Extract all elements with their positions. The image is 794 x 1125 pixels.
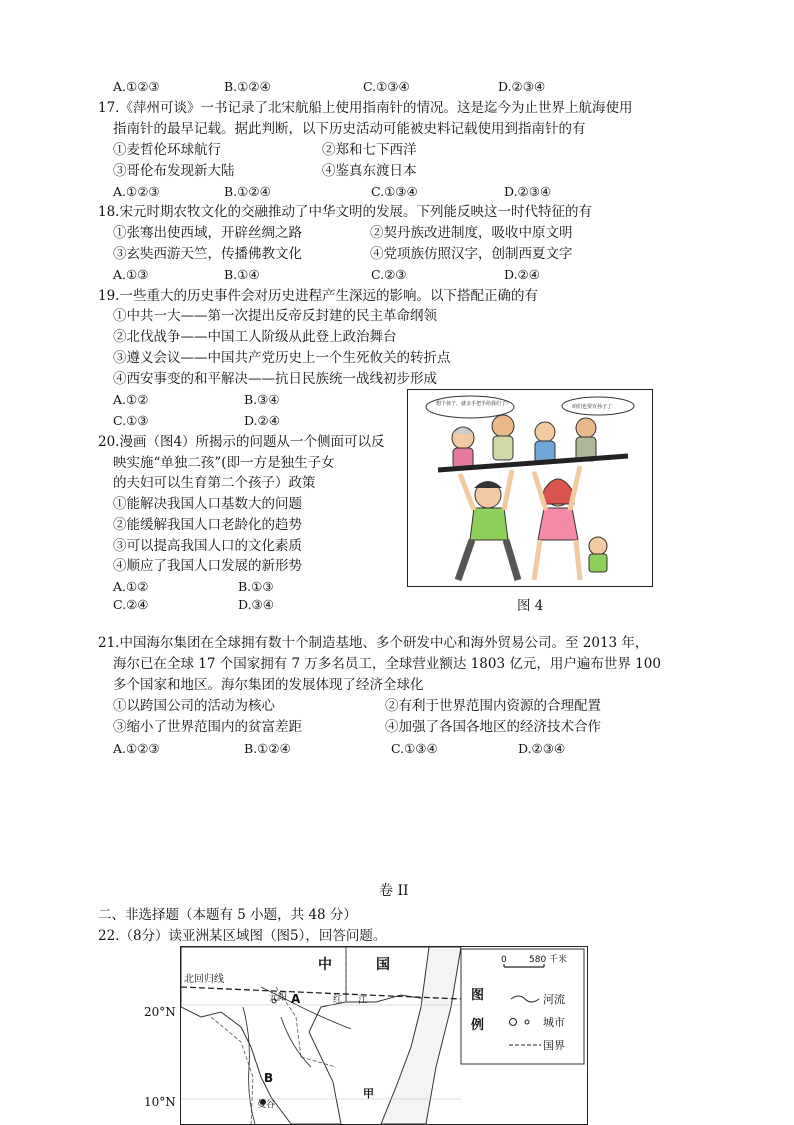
- scale-value: 580 千米: [529, 955, 568, 965]
- q18-option-c: C.②③: [371, 267, 407, 282]
- section-heading: 二、非选择题（本题有 5 小题，共 48 分）: [98, 907, 357, 923]
- q21-item-4: ④加强了各国各地区的经济技术合作: [385, 719, 601, 735]
- label-bangkok: 曼谷: [257, 1100, 276, 1110]
- legend-city-symbol-1: [510, 1019, 517, 1026]
- cartoon-drawing: [408, 390, 652, 586]
- legend-title-1: 图: [471, 988, 485, 1003]
- q18-option-b: B.①④: [224, 267, 260, 282]
- speech-bubble-left: [426, 396, 514, 418]
- label-point-jia: 甲: [363, 1087, 374, 1100]
- q21-item-3: ③缩小了世界范围内的贫富差距: [113, 719, 302, 735]
- q21-option-c: C.①③④: [391, 741, 438, 756]
- bubble-right-text: 咱们也要有孙子了: [572, 404, 613, 410]
- q21-option-a: A.①②③: [113, 741, 160, 756]
- q17-option-d: D.②③④: [504, 184, 552, 199]
- legend-city-symbol-2: [525, 1020, 529, 1024]
- q20-item-3: ③可以提高我国人口的文化素质: [113, 538, 302, 554]
- q20-stem-line3: 的夫妇可以生育第二个孩子）政策: [113, 475, 316, 491]
- legend-river-label: 河流: [543, 993, 565, 1006]
- q20-stem-line1: 20.漫画（图4）所揭示的问题从一个侧面可以反: [98, 434, 385, 450]
- label-china-1: 中: [318, 957, 332, 973]
- q17-option-a: A.①②③: [113, 184, 160, 199]
- legend-border-label: 国界: [543, 1039, 565, 1052]
- q17-item-1: ①麦哲伦环球航行: [113, 142, 221, 158]
- q17-item-3: ③哥伦布发现新大陆: [113, 163, 235, 179]
- q22-stem: 22.（8分）读亚洲某区域图（图5），回答问题。: [98, 928, 387, 944]
- q21-item-1: ①以跨国公司的活动为核心: [113, 698, 275, 714]
- q20-option-c: C.②④: [113, 597, 149, 612]
- legend-title-2: 例: [471, 1018, 485, 1033]
- q16-option-d: D.②③④: [498, 79, 546, 94]
- q17-item-4: ④鉴真东渡日本: [322, 163, 417, 179]
- figure-4-caption: 图 4: [517, 598, 544, 614]
- q19-option-b: B.③④: [244, 392, 280, 407]
- child-figure: [589, 537, 607, 572]
- q20-option-d: D.③④: [238, 597, 274, 612]
- q18-item-1: ①张骞出使西域，开辟丝绸之路: [113, 225, 302, 241]
- q21-item-2: ②有利于世界范围内资源的合理配置: [385, 698, 601, 714]
- label-river-2: 江: [358, 996, 368, 1006]
- latitude-20n-label: 20°N: [144, 1005, 176, 1019]
- q19-option-d: D.②④: [244, 413, 280, 428]
- q19-item-3: ③遵义会议——中国共产党历史上一个生死攸关的转折点: [113, 350, 451, 366]
- q19-option-a: A.①②: [113, 392, 149, 407]
- q20-option-a: A.①②: [113, 579, 149, 594]
- q20-item-2: ②能缓解我国人口老龄化的趋势: [113, 517, 302, 533]
- legend-box: [461, 949, 584, 1064]
- q17-stem-line1: 17.《萍州可谈》一书记录了北宋航船上使用指南针的情况。这是迄今为止世界上航海使用: [98, 100, 633, 116]
- q16-option-a: A.①②③: [113, 79, 160, 94]
- section-title: 卷 II: [379, 883, 409, 899]
- q18-item-3: ③玄奘西游天竺，传播佛教文化: [113, 246, 302, 262]
- q18-option-d: D.②④: [504, 267, 540, 282]
- q20-item-1: ①能解决我国人口基数大的问题: [113, 496, 302, 512]
- q19-item-1: ①中共一大——第一次提出反帝反封建的民主革命纲领: [113, 308, 437, 324]
- legend-city-label: 城市: [543, 1016, 565, 1029]
- q21-stem-line3: 多个国家和地区。海尔集团的发展体现了经济全球化: [113, 677, 424, 693]
- q17-stem-line2: 指南针的最早记载。据此判断，以下历史活动可能被史料记载使用到指南针的有: [113, 121, 586, 137]
- label-point-b: B: [264, 1071, 274, 1085]
- q21-stem-line2: 海尔已在全球 17 个国家拥有 7 万多名员工，全球营业额达 1803 亿元，用户遍布世界 100: [113, 656, 661, 672]
- q19-item-4: ④西安事变的和平解决——抗日民族统一战线初步形成: [113, 371, 437, 387]
- q18-item-4: ④党项族仿照汉字，创制西夏文字: [370, 246, 573, 262]
- q17-option-c: C.①③④: [371, 184, 418, 199]
- figure-4-cartoon: [407, 389, 653, 587]
- q19-option-c: C.①③: [113, 413, 149, 428]
- q21-stem-line1: 21.中国海尔集团在全球拥有数十个制造基地、多个研发中心和海外贸易公司。至 2013 年，: [98, 635, 649, 651]
- q16-option-b: B.①②④: [224, 79, 271, 94]
- mother-figure: [534, 466, 580, 580]
- label-china-2: 国: [376, 957, 390, 973]
- q18-item-2: ②契丹族改进制度，吸收中原文明: [370, 225, 573, 241]
- label-river-1: 红: [333, 995, 343, 1005]
- label-point-a: A: [291, 992, 301, 1006]
- q18-stem: 18.宋元时期农牧文化的交融推动了中华文明的发展。下列能反映这一时代特征的有: [98, 204, 592, 220]
- q19-stem: 19.一些重大的历史事件会对历史进程产生深远的影响。以下搭配正确的有: [98, 288, 538, 304]
- latitude-10n-label: 10°N: [144, 1095, 176, 1109]
- figure-5-map: [180, 946, 588, 1125]
- q20-stem-line2: 映实施“单独二孩”(即一方是独生子女: [113, 455, 335, 471]
- bubble-left-text: 想个孩子，就亲手把手给我们了！: [436, 401, 512, 407]
- father-figure: [458, 470, 518, 580]
- q21-option-b: B.①②④: [244, 741, 291, 756]
- q20-item-4: ④顺应了我国人口发展的新形势: [113, 558, 302, 574]
- scale-zero: 0: [501, 955, 507, 965]
- q17-item-2: ②郑和七下西洋: [322, 142, 417, 158]
- q20-option-b: B.①③: [238, 579, 274, 594]
- q19-item-2: ②北伐战争——中国工人阶级从此登上政治舞台: [113, 329, 397, 345]
- q21-option-d: D.②③④: [518, 741, 566, 756]
- label-yuanyang: 元阳: [269, 993, 288, 1003]
- q16-option-c: C.①③④: [363, 79, 410, 94]
- map-drawing: [181, 947, 587, 1124]
- label-tropic: 北回归线: [184, 974, 224, 985]
- q17-option-b: B.①②④: [224, 184, 271, 199]
- q18-option-a: A.①③: [113, 267, 149, 282]
